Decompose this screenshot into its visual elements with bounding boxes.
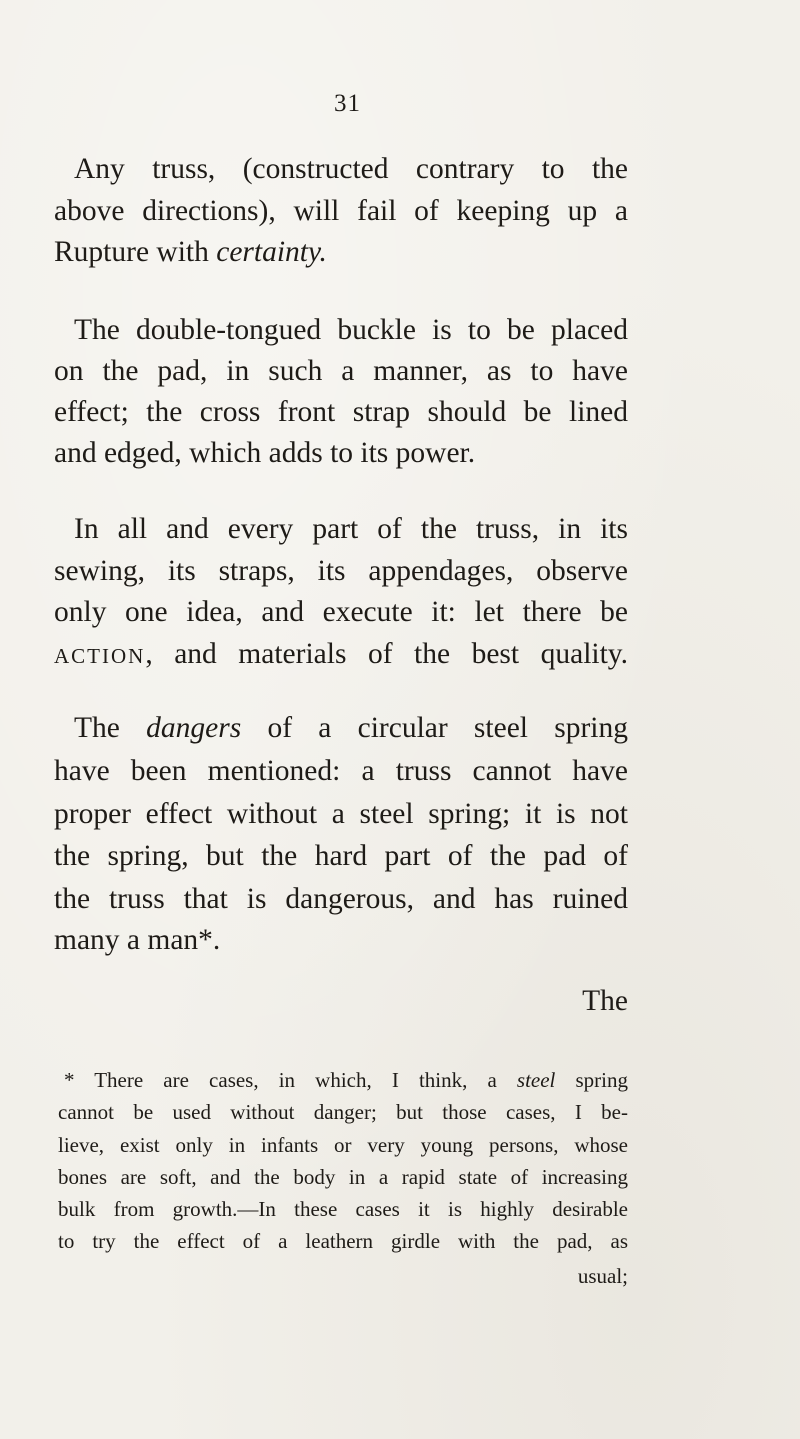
catchword: The xyxy=(582,985,628,1017)
footnote-line xyxy=(64,1070,628,1091)
text-fragment: of a circular steel spring xyxy=(241,712,628,744)
text-line: on the pad, in such a manner, as to have xyxy=(54,355,628,387)
text-line: above directions), will fail of keeping up a xyxy=(54,195,628,227)
text-line: only one idea, and execute it: let there be xyxy=(54,596,628,628)
text-line: many a man*. xyxy=(54,924,221,956)
footnote-line: to try the effect of a leathern girdle with the pad, as xyxy=(58,1229,628,1253)
text-line xyxy=(54,238,628,268)
text-line: the spring, but the hard part of the pad of xyxy=(54,840,628,872)
text-line xyxy=(74,714,628,744)
emphasis-certainty: certainty. xyxy=(216,236,327,268)
text-line: In all and every part of the truss, in its xyxy=(74,513,628,545)
text-line: have been mentioned: a truss cannot have xyxy=(54,755,628,787)
footnote-catchword: usual; xyxy=(577,1264,628,1288)
text-line: Any truss, (constructed contrary to the xyxy=(74,153,628,185)
text-line: the truss that is dangerous, and has ruined xyxy=(54,883,628,915)
page-number: 31 xyxy=(334,90,361,117)
footnote-line: bulk from growth.—In these cases it is highly desirable xyxy=(58,1197,628,1221)
text-line xyxy=(54,640,628,670)
emphasis-dangers: dangers xyxy=(146,712,242,744)
text-line: and edged, which adds to its power. xyxy=(54,437,476,469)
footnote-line: cannot be used without danger; but those cases, I be- xyxy=(58,1100,628,1124)
text-line: sewing, its straps, its appendages, observe xyxy=(54,555,628,587)
footnote-line: lieve, exist only in infants or very young persons, whose xyxy=(58,1133,628,1157)
text-fragment: * There are cases, in which, I think, a xyxy=(64,1068,517,1092)
text-fragment: spring xyxy=(555,1068,628,1092)
text-fragment: Rupture with xyxy=(54,236,217,268)
small-caps-action: action xyxy=(54,638,146,670)
text-line: proper effect without a steel spring; it is not xyxy=(54,798,628,830)
text-fragment: , and materials of the best quality. xyxy=(145,638,628,670)
text-line: The double-tongued buckle is to be placed xyxy=(74,314,628,346)
emphasis-steel: steel xyxy=(516,1068,556,1092)
footnote-line: bones are soft, and the body in a rapid state of increasing xyxy=(58,1165,628,1189)
text-fragment: The xyxy=(74,712,147,744)
text-line: effect; the cross front strap should be lined xyxy=(54,396,628,428)
